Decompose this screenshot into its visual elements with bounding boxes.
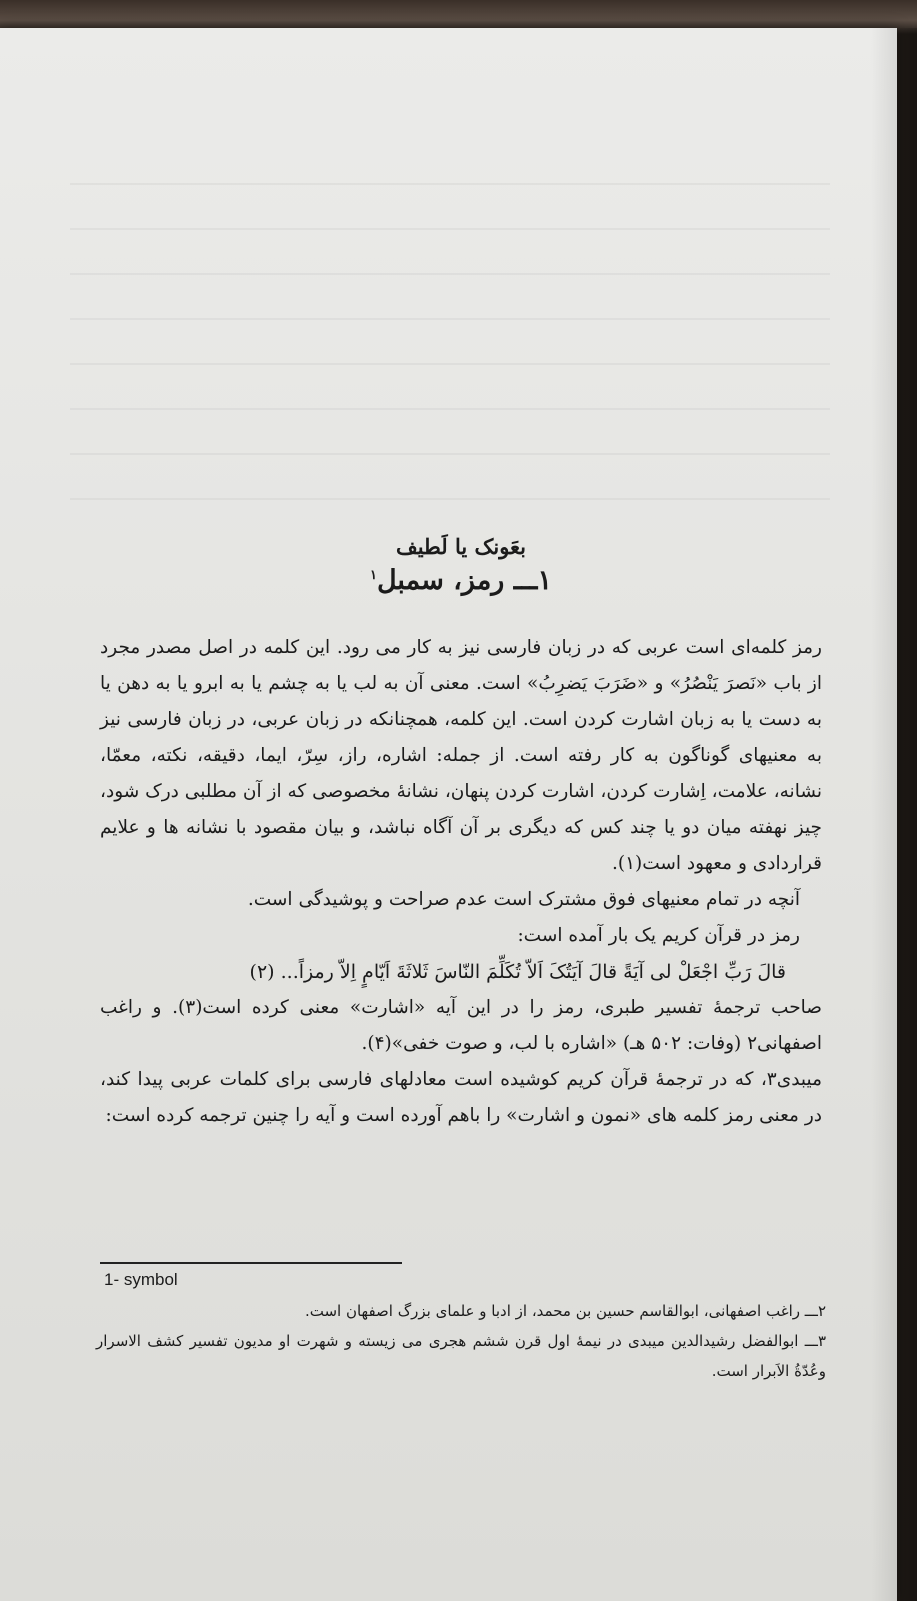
footnotes-block xyxy=(96,1296,826,1386)
footnote-2: ۲ـــ راغب اصفهانی، ابوالقاسم حسین بن محمد، از ادبا و علمای بزرگ اصفهان است. xyxy=(304,1302,826,1320)
show-through-line xyxy=(70,228,830,230)
show-through-line xyxy=(70,363,830,365)
quran-verse: قالَ رَبِّ اجْعَلْ لی آیَةً قالَ آیَتُکَ اَلاّ تُکَلِّمَ النّاسَ ثَلاثَةَ اَیّامٍ اِلاّ رمزاً... (۲) xyxy=(249,961,786,983)
main-text xyxy=(100,630,822,1134)
footnote-1: 1- symbol xyxy=(104,1270,178,1289)
paragraph-tabari: صاحب ترجمهٔ تفسیر طبری، رمز را در این آیه «اشارت» معنی کرده است(۳). و راغب اصفهانی۲ (وفات: ۵۰۲ هـ) «اشاره با لب، و صوت خفی»(۴). xyxy=(100,997,822,1054)
paragraph-common-meaning: آنچه در تمام معنیهای فوق مشترک است عدم صراحت و پوشیدگی است. xyxy=(247,889,800,910)
chapter-title xyxy=(100,565,822,596)
show-through-line xyxy=(70,183,830,185)
footnote-3: ۳ـــ ابوالفضل رشیدالدین میبدی در نیمهٔ اول قرن ششم هجری می زیسته و شهرت او مدیون تفسیر کشف الاسرار وعُدّةُ الاَبرار است. xyxy=(96,1332,826,1380)
chapter-title-text: ۱ـــ رمز، سمبل xyxy=(376,565,552,596)
footnote-marker: ۱ xyxy=(370,568,377,583)
show-through-line xyxy=(70,318,830,320)
show-through-line xyxy=(70,273,830,275)
show-through-line xyxy=(70,408,830,410)
paragraph-quran-intro: رمز در قرآن کریم یک بار آمده است: xyxy=(517,925,800,946)
invocation-line: بعَونک یا لَطیف xyxy=(395,534,527,559)
paragraph-meybodi: میبدی۳، که در ترجمهٔ قرآن کریم کوشیده است معادلهای فارسی برای کلمات عربی پیدا کند، در معنی رمز کلمه های «نمون و اشارت» را باهم آورده است و آیه را چنین ترجمه کرده است: xyxy=(100,1069,822,1126)
footnote-separator xyxy=(100,1262,402,1264)
page-body xyxy=(100,490,822,1134)
show-through-line xyxy=(70,453,830,455)
paragraph-definition: رمز کلمه‌ای است عربی که در زبان فارسی نیز به کار می رود. این کلمه در اصل مصدر مجرد از باب «نَصرَ یَنْصُرُ» و «ضَرَبَ یَضرِبُ» است. معنی آن به لب یا به چشم یا به ابرو یا به دهن یا به دست یا به زبان اشارت کردن است. این کلمه، همچنانکه در زبان عربی، در زبان فارسی نیز به معنیهای گوناگون به کار رفته است. از جمله: اشاره، راز، سِرّ، ایما، دقیقه، نکته، معمّا، نشانه، علامت، اِشارت کردن، اشارت کردن پنهان، نشانهٔ مخصوصی که از آن مطلبی درک شود، چیز نهفته میان دو یا چند کس که دیگری بر آن آگاه نباشد، و بیان مقصود با نشانه ها و علایم قراردادی و معهود است(۱). xyxy=(100,637,822,874)
